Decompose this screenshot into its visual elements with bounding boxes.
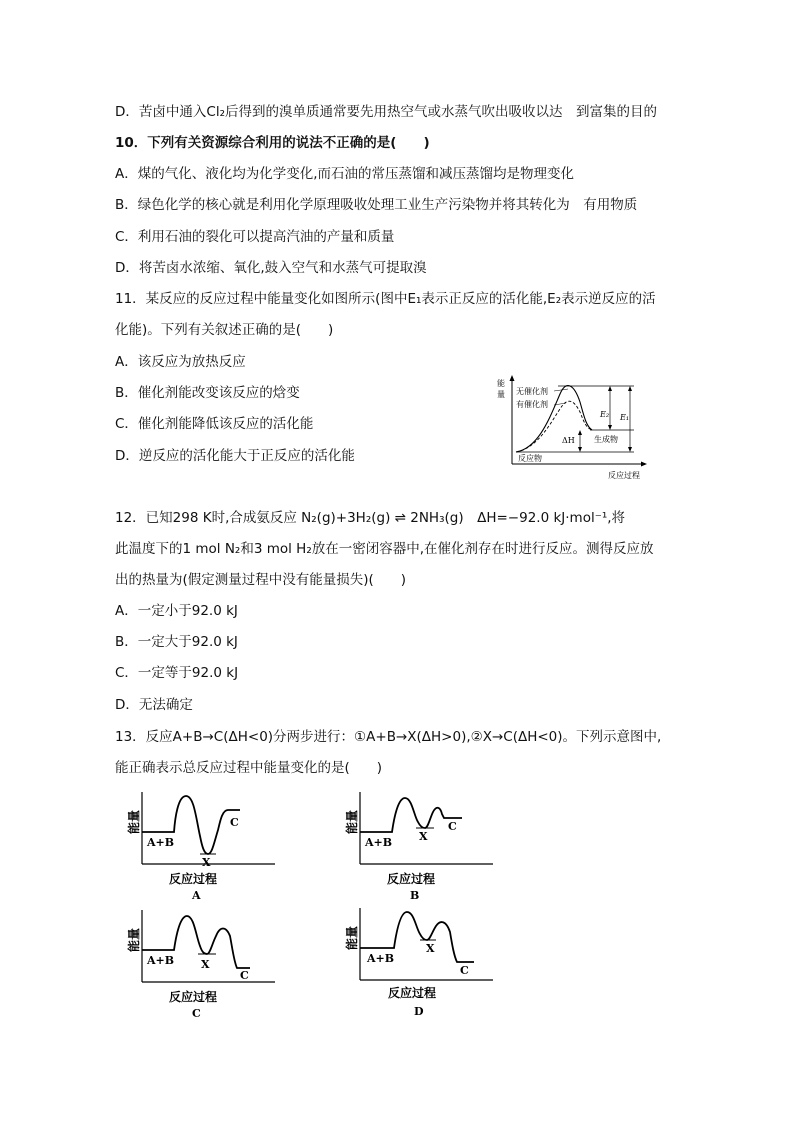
q13-diagram-b [330, 788, 502, 902]
q13-diagram-a [112, 788, 284, 902]
q13-stem-line2: 能正确表示总反应过程中能量变化的是( ) [115, 760, 383, 776]
q13-c-reactant: A+B [147, 954, 175, 967]
q13-d-mid: X [426, 942, 435, 955]
q10-option-a: A．煤的气化、液化均为化学变化,而石油的常压蒸馏和减压蒸馏均是物理变化 [115, 166, 575, 182]
q10-stem: 10．下列有关资源综合利用的说法不正确的是( ) [115, 135, 430, 151]
q12-stem-line2: 此温度下的1 mol N₂和3 mol H₂放在一密闭容器中,在催化剂存在时进行反应。测得反应放 [115, 541, 654, 557]
q13-c-product: C [240, 969, 249, 982]
q13-a-reactant: A+B [147, 836, 175, 849]
q13-d-ylabel: 能量 [345, 925, 359, 950]
q10-option-c: C．利用石油的裂化可以提高汽油的产量和质量 [115, 229, 395, 245]
q13-c-mid: X [201, 958, 210, 971]
q13-c-ylabel: 能量 [127, 927, 141, 952]
q13-stem-line1: 13．反应A+B→C(ΔH<0)分两步进行：①A+B→X(ΔH>0),②X→C(ΔH<0)。下列示意图中, [115, 729, 662, 745]
q11-stem-line2: 化能)。下列有关叙述正确的是( ) [115, 322, 334, 338]
q11-energy-diagram [494, 372, 656, 484]
q13-a-ylabel: 能量 [127, 809, 141, 834]
q13-d-reactant: A+B [367, 952, 395, 965]
q10-option-b: B．绿色化学的核心就是利用化学原理吸收处理工业生产污染物并将其转化为 有用物质 [115, 197, 638, 213]
q13-c-xlabel: 反应过程 [169, 990, 218, 1004]
q13-d-letter: D [414, 1005, 424, 1018]
q11-xlabel: 反应过程 [608, 471, 640, 480]
q11-catalyst-label: 有催化剂 [516, 400, 548, 409]
q11-option-c: C．催化剂能降低该反应的活化能 [115, 416, 314, 432]
q13-d-xlabel: 反应过程 [388, 986, 437, 1000]
q13-diagram-c [112, 906, 284, 1020]
q11-dh-label: ΔH [562, 436, 575, 445]
q12-stem-line3: 出的热量为(假定测量过程中没有能量损失)( ) [115, 572, 407, 588]
q13-diagram-d [330, 904, 502, 1018]
q12-option-a: A．一定小于92.0 kJ [115, 603, 238, 619]
q11-option-d: D．逆反应的活化能大于正反应的活化能 [115, 448, 355, 464]
q11-stem-line1: 11．某反应的反应过程中能量变化如图所示(图中E₁表示正反应的活化能,E₂表示逆反应的活 [115, 291, 656, 307]
q12-option-b: B．一定大于92.0 kJ [115, 634, 238, 650]
q11-ylabel-1: 能 [497, 379, 505, 388]
q13-b-reactant: A+B [365, 836, 393, 849]
q10-option-d: D．将苦卤水浓缩、氧化,鼓入空气和水蒸气可提取溴 [115, 260, 427, 276]
q13-b-ylabel: 能量 [345, 809, 359, 834]
q13-a-mid: X [202, 856, 211, 869]
q13-b-mid: X [419, 830, 428, 843]
q12-stem-line1: 12．已知298 K时,合成氨反应 N₂(g)+3H₂(g) ⇌ 2NH₃(g) ΔH=−92.0 kJ·mol⁻¹,将 [115, 510, 626, 526]
q13-b-product: C [448, 820, 457, 833]
q11-ylabel-2: 量 [497, 390, 505, 399]
q13-b-letter: B [410, 889, 420, 902]
q13-a-product: C [230, 816, 239, 829]
q11-reactant-label: 反应物 [518, 454, 542, 463]
q13-d-product: C [460, 964, 469, 977]
q9-option-d: D．苦卤中通入Cl₂后得到的溴单质通常要先用热空气或水蒸气吹出吸收以达 到富集的目的 [115, 104, 657, 120]
q13-a-xlabel: 反应过程 [169, 872, 218, 886]
q11-product-label: 生成物 [594, 435, 618, 444]
q11-option-b: B．催化剂能改变该反应的焓变 [115, 385, 300, 401]
q11-option-a: A．该反应为放热反应 [115, 354, 246, 370]
q13-c-letter: C [192, 1007, 201, 1020]
q12-option-d: D．无法确定 [115, 697, 193, 713]
q12-option-c: C．一定等于92.0 kJ [115, 665, 239, 681]
q11-e2-label: E₂ [600, 410, 610, 419]
q13-a-letter: A [192, 889, 201, 902]
q13-b-xlabel: 反应过程 [387, 872, 436, 886]
q11-no-catalyst-label: 无催化剂 [516, 387, 548, 396]
q11-e1-label: E₁ [620, 413, 630, 422]
